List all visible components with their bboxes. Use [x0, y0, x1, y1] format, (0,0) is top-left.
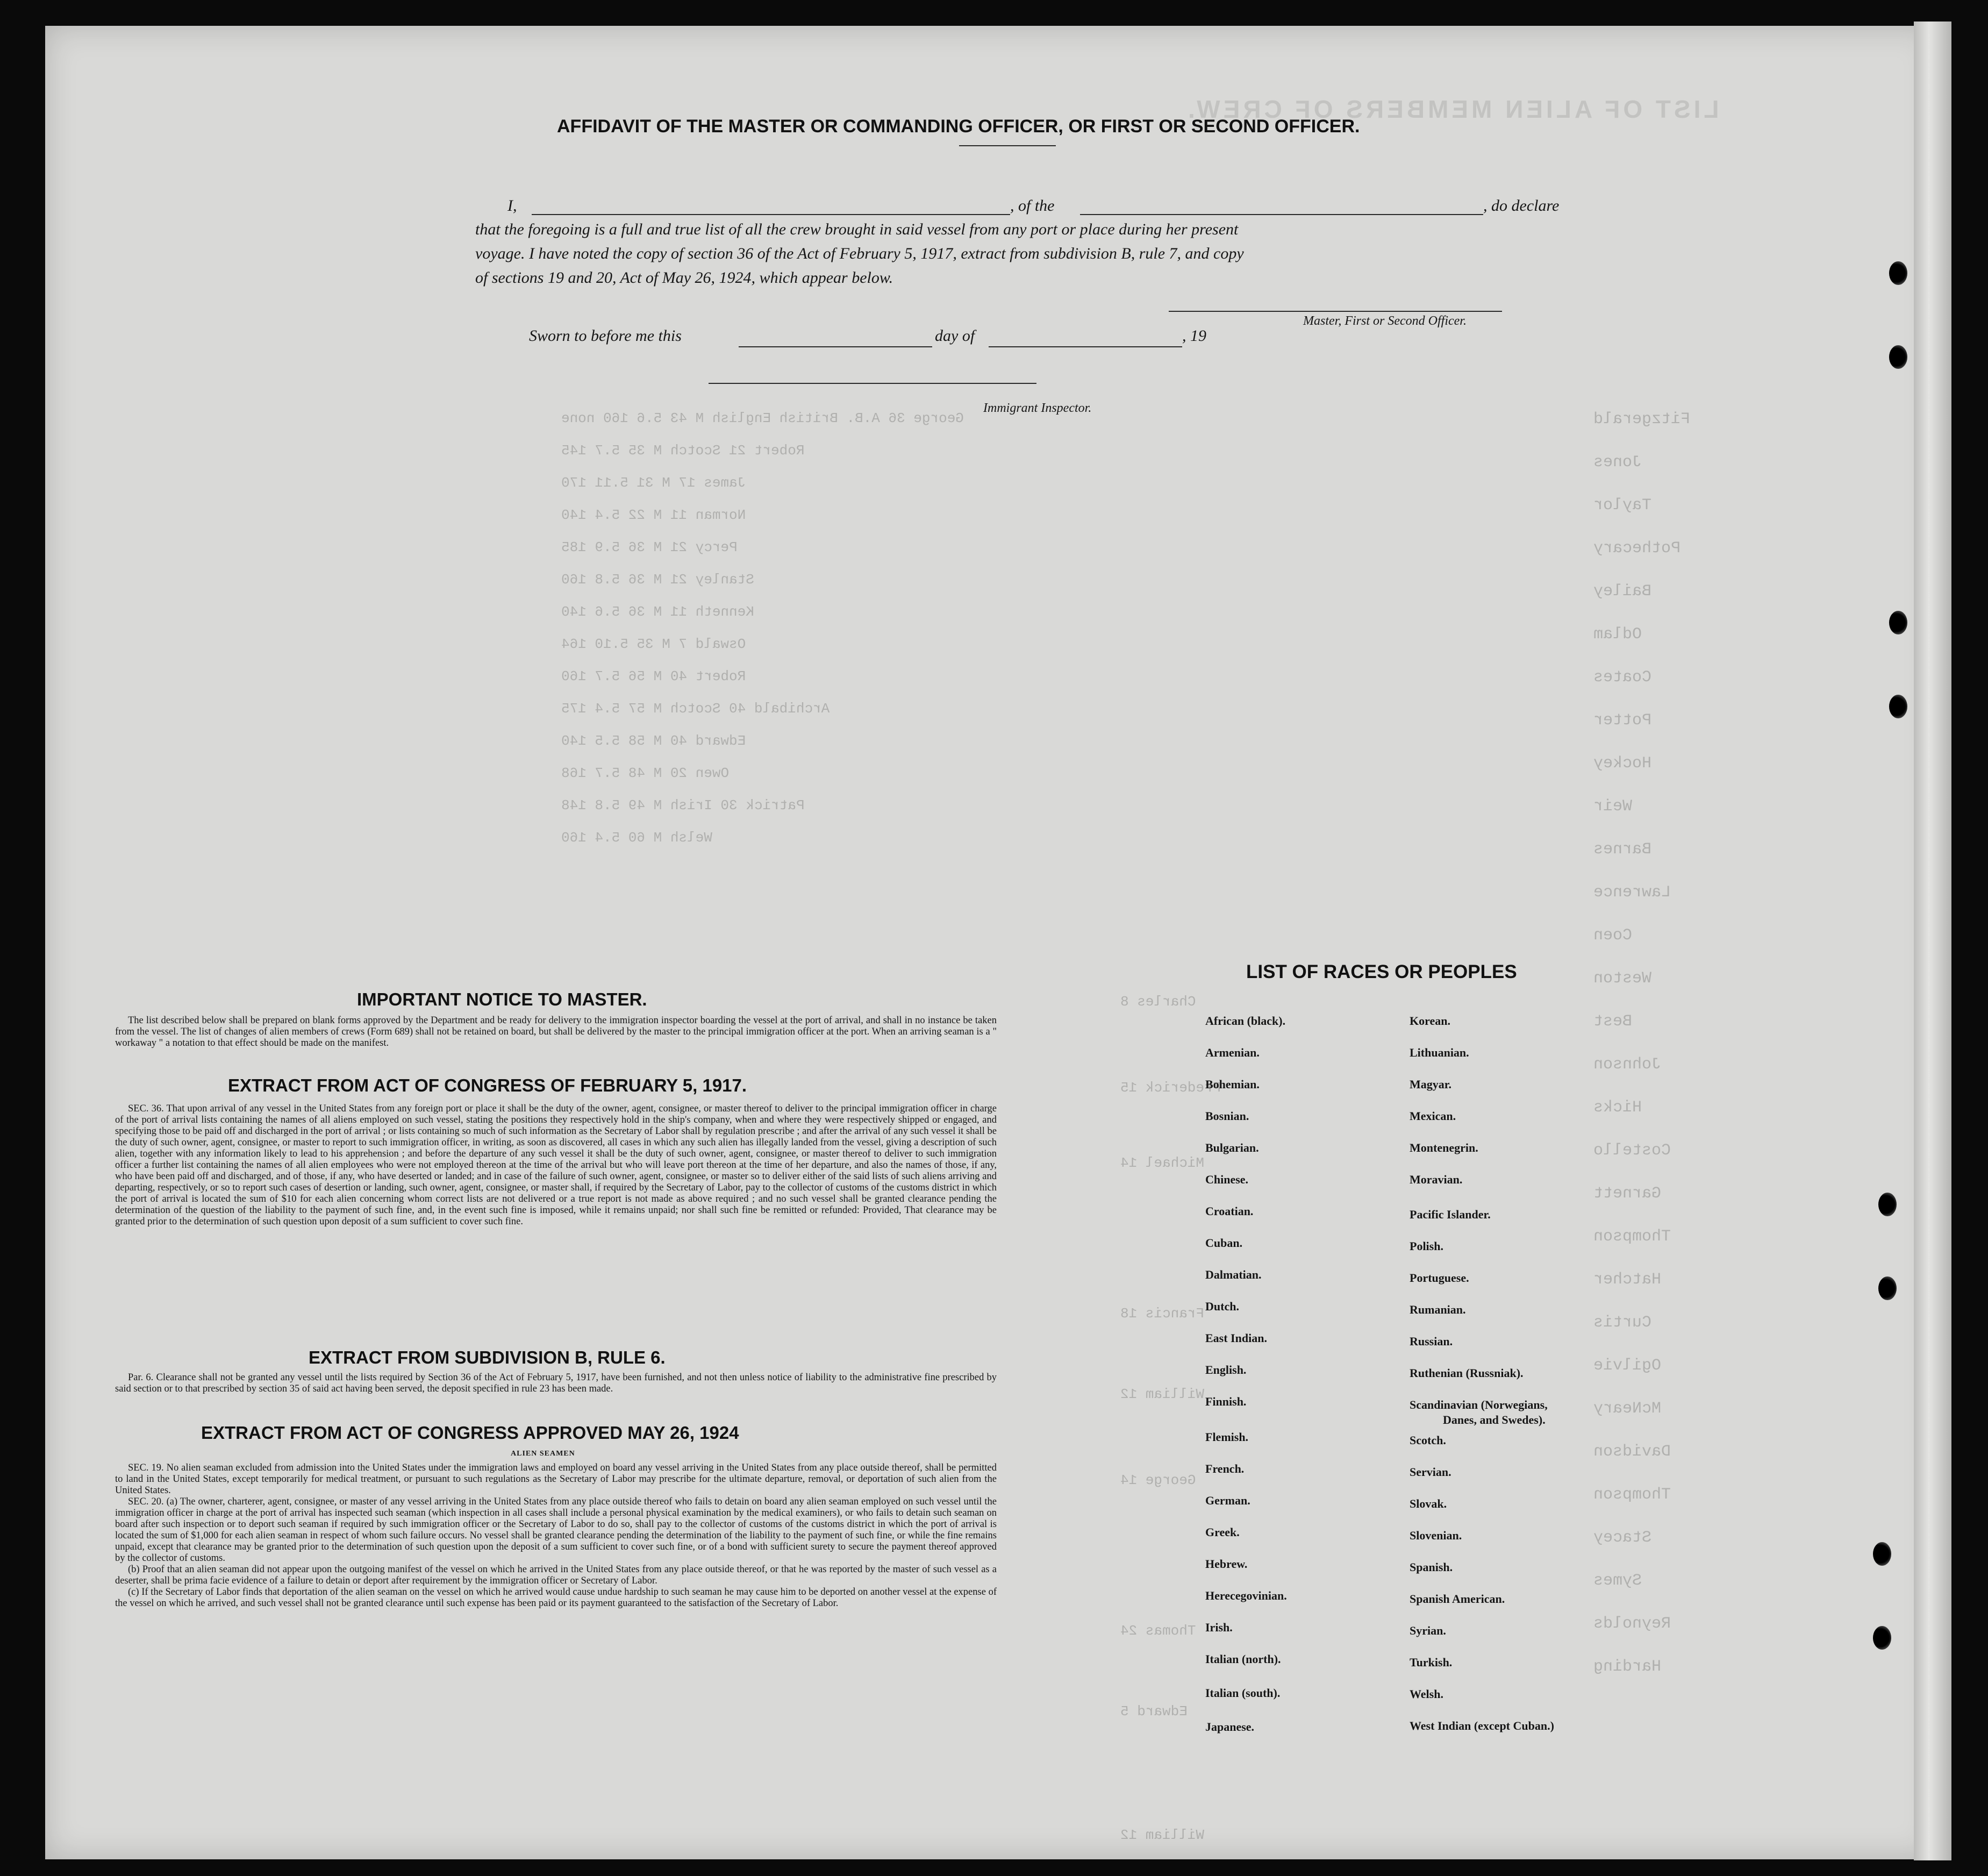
bleed-through-row: Robert 21 Scotch M 35 5.7 145 [561, 443, 805, 459]
race-left-item: East Indian. [1205, 1331, 1267, 1345]
bleed-through-row: Owen 20 M 48 5.7 168 [561, 765, 730, 781]
bleed-through-surname: Lawrence [1593, 883, 1671, 902]
race-right-item: West Indian (except Cuban.) [1410, 1719, 1554, 1732]
bleed-through-row: Archibald 40 Scotch M 57 5.4 175 [561, 701, 830, 717]
punch-hole-icon [1889, 261, 1907, 285]
section-20a: SEC. 20. (a) The owner, charterer, agent, consignee, or master of any vessel arriving in the United States from any place outside thereof who fails to detain on board any alien seaman employed on such vessel until the immigration officer in charge at the port of arrival has inspected such seaman (which inspection in all cases shall include a personal physical examination by the medical examiners), or who fails to detain such seaman on board after such inspection or to deport such seaman if required by such immigration officer or the Secretary of Labor to do so, shall pay to the collector of customs of the customs district in which the port of arrival is located the sum of $1,000 for each alien seaman in respect of whom such failure occurs. No vessel shall be granted clearance pending the determination of the liability to the payment of such fine, or while the fine remains unpaid, except that clearance may be granted prior to the determination of such question upon the deposit of a sum sufficient to cover such fine, or of a bond with sufficient surety to secure the payment thereof approved by the collector of customs. [115, 1496, 997, 1564]
bleed-through-row: William 12 [1120, 1827, 1205, 1843]
bleed-through-row: Frederick 15 [1120, 1080, 1221, 1096]
bleed-through-header: LIST OF ALIEN MEMBERS OF CREW. [1185, 95, 1719, 123]
punch-hole-icon [1873, 1626, 1891, 1650]
subdivision-b-title: EXTRACT FROM SUBDIVISION B, RULE 6. [309, 1347, 666, 1367]
race-right-item: Turkish. [1410, 1656, 1453, 1669]
sworn-month-line[interactable] [989, 346, 1182, 347]
bleed-through-row: Oswald 7 M 35 5.10 164 [561, 636, 746, 652]
inspector-caption: Immigrant Inspector. [983, 401, 1092, 415]
affidavit-declare-label: , do declare [1483, 197, 1560, 215]
bleed-through-row: Charles 8 [1120, 994, 1196, 1010]
bleed-through-surname: Harding [1593, 1658, 1662, 1676]
bleed-through-surname: Fitzgerald [1593, 410, 1691, 429]
bleed-through-surname: Hatcher [1593, 1271, 1662, 1289]
bleed-through-surname: Best [1593, 1012, 1633, 1031]
race-right-item: Polish. [1410, 1239, 1443, 1253]
bleed-through-row: Edward 40 M 58 5.5 140 [561, 733, 746, 749]
race-left-item: Greek. [1205, 1525, 1240, 1539]
bleed-through-surname: Weir [1593, 797, 1633, 816]
race-right-item: Korean. [1410, 1014, 1450, 1028]
race-right-item: Danes, and Swedes). [1443, 1413, 1546, 1426]
race-right-item: Moravian. [1410, 1173, 1463, 1186]
bleed-through-surname: Reynolds [1593, 1615, 1671, 1633]
race-right-item: Ruthenian (Russniak). [1410, 1366, 1524, 1380]
bleed-through-surname: Bailey [1593, 582, 1652, 601]
bleed-through-row: Kenneth 11 M 36 5.6 140 [561, 604, 754, 620]
affidavit-line-2: that the foregoing is a full and true list of all the crew brought in said vessel from any port or place during her present [475, 220, 1239, 238]
race-right-item: Slovenian. [1410, 1529, 1462, 1542]
bleed-through-row: Edward 5 [1120, 1703, 1188, 1720]
bleed-through-surname: Pothecary [1593, 539, 1681, 558]
extract-1924-body [115, 1463, 997, 1609]
title-rule [959, 145, 1056, 146]
race-right-item: Portuguese. [1410, 1271, 1469, 1285]
affidavit-line-3: voyage. I have noted the copy of section 36 of the Act of February 5, 1917, extract from subdivision B, rule 7, and copy [475, 245, 1244, 262]
race-left-item: Dutch. [1205, 1300, 1239, 1313]
bleed-through-row: George 36 A.B. British English M 43 5.6 160 none [561, 410, 964, 426]
race-right-item: Magyar. [1410, 1078, 1452, 1091]
race-left-item: Bohemian. [1205, 1078, 1260, 1091]
race-left-item: Croatian. [1205, 1204, 1254, 1218]
vessel-name-line[interactable] [1080, 214, 1483, 215]
punch-hole-icon [1873, 1542, 1891, 1566]
extract-1917-body: SEC. 36. That upon arrival of any vessel in the United States from any foreign port or place it shall be the duty of the owner, agent, consignee, or master thereof to deliver to the principal immigration officer in charge of the port of arrival lists containing the names of all aliens employed on such vessel, stating the positions they respectively hold in the ship's company, when and where they were respectively shipped or engaged, and specifying those to be paid off and discharged in the port of arrival ; or lists containing so much of such information as the Secretary of Labor shall by regulation prescribe ; and after the arrival of any such vessel it shall be the duty of such owner, agent, consignee, or master to report to such immigration officer, in writing, as soon as discovered, all cases in which any such alien has illegally landed from the vessel, giving a description of such alien, together with any information likely to lead to his apprehension ; and before the departure of any such vessel it shall be the duty of such owner, agent, consignee, or master thereof to deliver to such immigration officer a further list containing the names of all alien employees who were not employed thereon at the time of the arrival but who will leave port thereon at the time of her departure, and also the names of those, if any, who have been paid off and discharged, and of those, if any, who have deserted or landed; and in case of the failure of such owner, agent, consignee, or master so to deliver either of the said lists of such aliens arriving and departing, respectively, or so to report such cases of desertion or landing, such owner, agent, consignee, or master shall, if required by the Secretary of Labor, pay to the collector of customs of the customs district in which the port of arrival is located the sum of $10 for each alien concerning whom correct lists are not delivered or a true report is not made as above required ; and no such vessel shall be granted clearance pending the determination of the question of the liability to the payment of such fine, and, in the event such fine is imposed, while it remains unpaid; nor shall such fine be remitted or refunded: Provided, That clearance may be granted prior to the determination of such question upon deposit of a sum sufficient to cover such fine. [115, 1103, 997, 1227]
race-left-item: Armenian. [1205, 1046, 1260, 1059]
bleed-through-row: Patrick 30 Irish M 49 5.8 148 [561, 797, 805, 814]
inspector-signature-line[interactable] [709, 383, 1036, 384]
affidavit-title: AFFIDAVIT OF THE MASTER OR COMMANDING OFFICER, OR FIRST OR SECOND OFFICER. [557, 116, 1360, 137]
race-right-item: Welsh. [1410, 1687, 1443, 1701]
sworn-year-label: , 19 [1182, 327, 1206, 345]
bleed-through-surname: Hockey [1593, 754, 1652, 773]
race-left-item: African (black). [1205, 1014, 1286, 1028]
sworn-day-line[interactable] [739, 346, 932, 347]
race-right-item: Montenegrin. [1410, 1141, 1478, 1154]
bleed-through-surname: Johnson [1593, 1055, 1662, 1074]
section-19: SEC. 19. No alien seaman excluded from admission into the United States under the immigration laws and employed on board any vessel arriving in the United States from any place outside thereof, shall be permitted to land in the United States, except temporarily for medical treatment, or pursuant to such regulations as the Secretary of Labor may prescribe for the ultimate departure, removal, or deportation of such alien from the United States. [115, 1463, 997, 1496]
bleed-through-surname: Barnes [1593, 840, 1652, 859]
race-right-item: Rumanian. [1410, 1303, 1466, 1316]
subdivision-b-body: Par. 6. Clearance shall not be granted any vessel until the lists required by Section 36 of the Act of February 5, 1917, have been furnished, and not then unless notice of liability to the administrative fine prescribed by said section or to that prescribed by section 35 of said act having been served, the deposit specified in rule 23 has been made. [115, 1372, 997, 1394]
races-title: LIST OF RACES OR PEOPLES [1246, 961, 1517, 982]
alien-seamen-subtitle: ALIEN SEAMEN [511, 1450, 575, 1458]
race-right-item: Syrian. [1410, 1624, 1446, 1637]
bleed-through-surname: Coen [1593, 926, 1633, 945]
race-left-item: French. [1205, 1462, 1245, 1475]
race-left-item: Flemish. [1205, 1430, 1249, 1444]
punch-hole-icon [1889, 611, 1907, 634]
bleed-through-surname: Symes [1593, 1572, 1642, 1590]
master-signature-line[interactable] [1169, 311, 1502, 312]
affidavit-of-the-label: , of the [1010, 197, 1055, 215]
bleed-through-surname: McNeary [1593, 1400, 1662, 1418]
bleed-through-row: Norman 11 M 22 5.4 140 [561, 507, 746, 523]
bleed-through-row: Thomas 24 [1120, 1623, 1196, 1639]
bleed-through-surname: Ogilvie [1593, 1357, 1662, 1375]
race-left-item: Cuban. [1205, 1236, 1243, 1250]
bleed-through-surname: Thompson [1593, 1228, 1671, 1246]
bleed-through-surname: Curtis [1593, 1314, 1652, 1332]
section-20c: (c) If the Secretary of Labor finds that deportation of the alien seaman on the vessel on which he arrived would cause undue hardship to such seaman he may cause him to be deported on another vessel at the expense of the vessel on which he arrived, and such vessel shall not be granted clearance until such expense has been paid or its payment guaranteed to the satisfaction of the Secretary of Labor. [115, 1587, 997, 1609]
bleed-through-row: Percy 21 M 36 5.9 185 [561, 539, 738, 555]
race-right-item: Scandinavian (Norwegians, [1410, 1398, 1548, 1411]
bleed-through-row: Michael 14 [1120, 1155, 1205, 1171]
race-right-item: Russian. [1410, 1335, 1453, 1348]
bleed-through-surname: Potter [1593, 711, 1652, 730]
race-left-item: Japanese. [1205, 1720, 1255, 1734]
bleed-through-surname: Coates [1593, 668, 1652, 687]
affidavit-i-label: I, [507, 197, 517, 215]
bleed-through-surname: Costello [1593, 1142, 1671, 1160]
master-name-line[interactable] [532, 214, 1010, 215]
race-right-item: Spanish American. [1410, 1592, 1505, 1606]
section-20b: (b) Proof that an alien seaman did not appear upon the outgoing manifest of the vessel on which he arrived in the United States from any place outside thereof, or that he was reported by the master of such vessel as a deserter, shall be prima facie evidence of a failure to detain or deport after requirement by the immigration officer or Secretary of Labor. [115, 1564, 997, 1586]
master-signature-caption: Master, First or Second Officer. [1303, 314, 1467, 328]
bleed-through-row: Francis 18 [1120, 1306, 1205, 1322]
bleed-through-row: William 12 [1120, 1386, 1205, 1402]
bleed-through-surname: Weston [1593, 969, 1652, 988]
race-left-item: German. [1205, 1494, 1250, 1507]
day-of-label: day of [935, 327, 975, 345]
bleed-through-row: James 17 M 31 5.11 170 [561, 475, 746, 491]
race-right-item: Servian. [1410, 1465, 1451, 1479]
bleed-through-surname: Odlam [1593, 625, 1642, 644]
document-page [45, 26, 1935, 1859]
race-left-item: Italian (north). [1205, 1652, 1281, 1666]
race-left-item: Italian (south). [1205, 1686, 1281, 1700]
punch-hole-icon [1878, 1276, 1897, 1300]
extract-1924-title: EXTRACT FROM ACT OF CONGRESS APPROVED MAY 26, 1924 [201, 1423, 739, 1443]
race-right-item: Pacific Islander. [1410, 1208, 1491, 1221]
race-left-item: Dalmatian. [1205, 1268, 1262, 1281]
notice-title: IMPORTANT NOTICE TO MASTER. [357, 989, 647, 1009]
sworn-label: Sworn to before me this [529, 327, 682, 345]
punch-hole-icon [1889, 695, 1907, 718]
race-right-item: Scotch. [1410, 1433, 1446, 1447]
extract-1917-title: EXTRACT FROM ACT OF CONGRESS OF FEBRUARY 5, 1917. [228, 1075, 747, 1095]
affidavit-line-4: of sections 19 and 20, Act of May 26, 1924, which appear below. [475, 269, 893, 287]
bleed-through-surname: Taylor [1593, 496, 1652, 515]
page-stack-edge [1914, 22, 1951, 1860]
race-right-item: Spanish. [1410, 1560, 1453, 1574]
bleed-through-row: Welsh M 60 5.4 160 [561, 830, 712, 846]
punch-hole-icon [1889, 345, 1907, 369]
bleed-through-surname: Thompson [1593, 1486, 1671, 1504]
bleed-through-surname: Jones [1593, 453, 1642, 472]
race-right-item: Lithuanian. [1410, 1046, 1469, 1059]
race-left-item: English. [1205, 1363, 1247, 1376]
bleed-through-row: Stanley 21 M 36 5.8 160 [561, 572, 754, 588]
race-left-item: Chinese. [1205, 1173, 1249, 1186]
bleed-through-surname: Hicks [1593, 1099, 1642, 1117]
bleed-through-surname: Davidson [1593, 1443, 1671, 1461]
race-left-item: Hebrew. [1205, 1557, 1248, 1571]
bleed-through-surname: Garnett [1593, 1185, 1662, 1203]
bleed-through-row: George 14 [1120, 1472, 1196, 1488]
race-left-item: Herecegovinian. [1205, 1589, 1287, 1602]
race-left-item: Bosnian. [1205, 1109, 1249, 1123]
race-left-item: Finnish. [1205, 1395, 1247, 1408]
bleed-through-surname: Stacey [1593, 1529, 1652, 1547]
race-left-item: Bulgarian. [1205, 1141, 1259, 1154]
race-right-item: Mexican. [1410, 1109, 1456, 1123]
bleed-through-row: Robert 40 M 56 5.7 160 [561, 668, 746, 684]
race-left-item: Irish. [1205, 1621, 1233, 1634]
notice-body: The list described below shall be prepared on blank forms approved by the Department and be ready for delivery to the immigration inspector boarding the vessel at the port of arrival, and shall in no instance be taken from the vessel. The list of changes of alien members of crews (Form 689) shall not be retained on board, but shall be delivered by the master to the principal immigration officer at the port. When an arriving seaman is a " workaway " a notation to that effect should be made on the manifest. [115, 1015, 997, 1048]
race-right-item: Slovak. [1410, 1497, 1447, 1510]
punch-hole-icon [1878, 1193, 1897, 1216]
